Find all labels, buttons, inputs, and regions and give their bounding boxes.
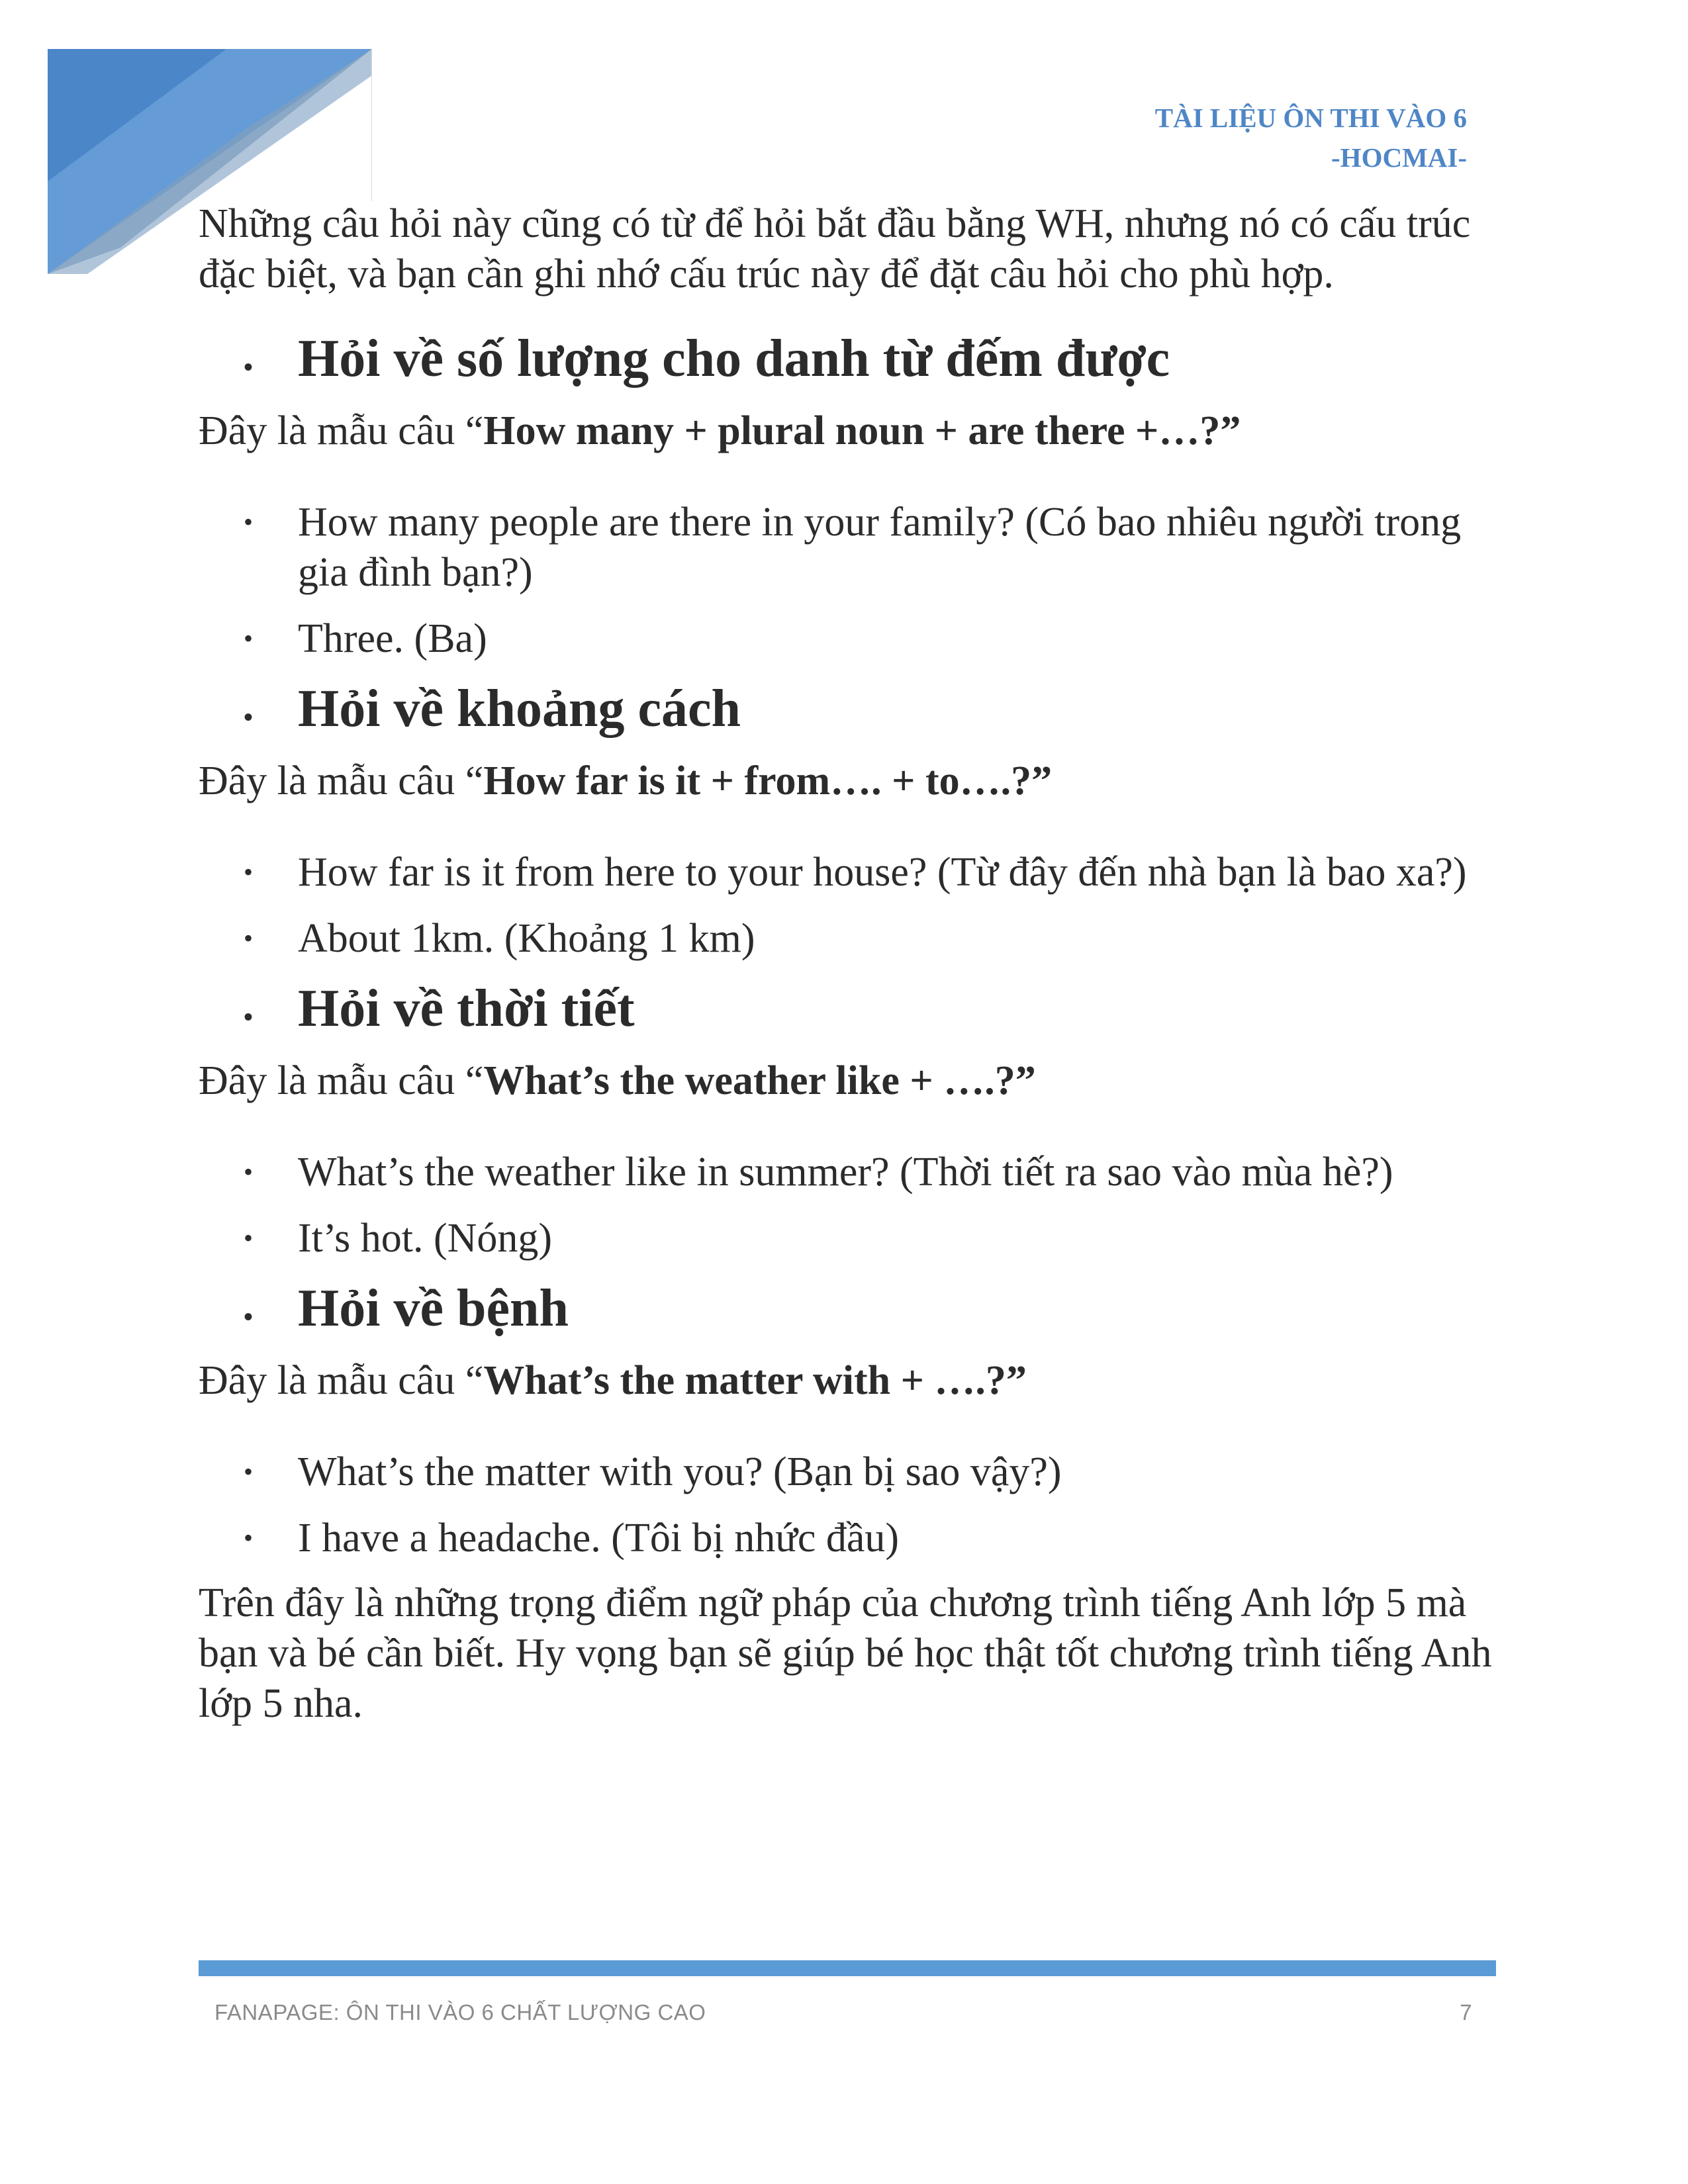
pattern-formula: What’s the weather like + ….?” — [483, 1058, 1036, 1103]
example-text: How far is it from here to your house? (Từ đây đến nhà bạn là bao xa?) — [298, 850, 1467, 895]
example-text: I have a headache. (Tôi bị nhức đầu) — [298, 1516, 900, 1561]
example-text: How many people are there in your family? (Có bao nhiêu người trong gia đình bạn?) — [298, 500, 1462, 595]
pattern-prefix: Đây là mẫu câu “ — [199, 758, 484, 803]
list-item — [199, 1147, 1496, 1197]
list-item — [199, 1513, 1496, 1563]
bullet-icon: • — [243, 1523, 253, 1553]
bullet-icon: • — [243, 623, 253, 653]
sentence-pattern — [199, 1355, 1496, 1406]
page-footer — [214, 2000, 1472, 2025]
pattern-prefix: Đây là mẫu câu “ — [199, 408, 484, 453]
example-text: About 1km. (Khoảng 1 km) — [298, 916, 755, 961]
list-item — [199, 1447, 1496, 1497]
bullet-icon: • — [243, 507, 253, 537]
bullet-icon: • — [243, 702, 253, 732]
section-heading — [199, 1277, 1496, 1349]
section-count-nouns — [199, 327, 1496, 664]
bullet-icon: • — [243, 1002, 253, 1032]
bullet-icon: • — [243, 923, 253, 953]
list-item — [199, 614, 1496, 664]
page-number: 7 — [1460, 2000, 1472, 2025]
section-heading-text: Hỏi về khoảng cách — [298, 680, 741, 738]
bullet-icon: • — [243, 1223, 253, 1253]
section-heading-text: Hỏi về bệnh — [298, 1279, 569, 1338]
list-item — [199, 497, 1496, 598]
footer-divider — [199, 1960, 1496, 1976]
example-list — [199, 497, 1496, 664]
page-content — [199, 199, 1496, 1729]
section-heading-text: Hỏi về số lượng cho danh từ đếm được — [298, 330, 1170, 388]
section-heading — [199, 977, 1496, 1049]
sentence-pattern — [199, 406, 1496, 456]
example-text: Three. (Ba) — [298, 616, 487, 661]
pattern-formula: How far is it + from…. + to….?” — [483, 758, 1053, 803]
example-text: What’s the weather like in summer? (Thời tiết ra sao vào mùa hè?) — [298, 1150, 1393, 1195]
section-illness — [199, 1277, 1496, 1563]
bullet-icon: • — [243, 857, 253, 887]
list-item — [199, 847, 1496, 897]
document-header — [1155, 98, 1467, 177]
sentence-pattern — [199, 1056, 1496, 1106]
list-item — [199, 913, 1496, 964]
example-list — [199, 847, 1496, 964]
bullet-icon: • — [243, 1157, 253, 1187]
section-heading — [199, 677, 1496, 749]
example-list — [199, 1147, 1496, 1263]
section-weather — [199, 977, 1496, 1263]
conclusion-paragraph: Trên đây là những trọng điểm ngữ pháp của chương trình tiếng Anh lớp 5 mà bạn và bé cần biết. Hy vọng bạn sẽ giúp bé học thật tốt chương trình tiếng Anh lớp 5 nha. — [199, 1580, 1492, 1726]
bullet-icon: • — [243, 352, 253, 382]
footer-text: FANAPAGE: ÔN THI VÀO 6 CHẤT LƯỢNG CAO — [214, 2000, 706, 2025]
bullet-icon: • — [243, 1457, 253, 1486]
example-text: It’s hot. (Nóng) — [298, 1216, 553, 1261]
list-item — [199, 1213, 1496, 1263]
header-subtitle: -HOCMAI- — [1331, 142, 1467, 173]
pattern-prefix: Đây là mẫu câu “ — [199, 1358, 484, 1403]
sentence-pattern — [199, 756, 1496, 806]
intro-paragraph: Những câu hỏi này cũng có từ để hỏi bắt đầu bằng WH, nhưng nó có cấu trúc đặc biệt, và bạn cần ghi nhớ cấu trúc này để đặt câu hỏi cho phù hợp. — [199, 201, 1471, 296]
header-title: TÀI LIỆU ÔN THI VÀO 6 — [1154, 103, 1467, 133]
pattern-prefix: Đây là mẫu câu “ — [199, 1058, 484, 1103]
example-text: What’s the matter with you? (Bạn bị sao vậy?) — [298, 1449, 1062, 1494]
bullet-icon: • — [243, 1302, 253, 1332]
pattern-formula: How many + plural noun + are there +…?” — [483, 408, 1241, 453]
section-heading — [199, 327, 1496, 399]
pattern-formula: What’s the matter with + ….?” — [483, 1358, 1027, 1403]
section-distance — [199, 677, 1496, 964]
section-heading-text: Hỏi về thời tiết — [298, 979, 635, 1038]
example-list — [199, 1447, 1496, 1563]
